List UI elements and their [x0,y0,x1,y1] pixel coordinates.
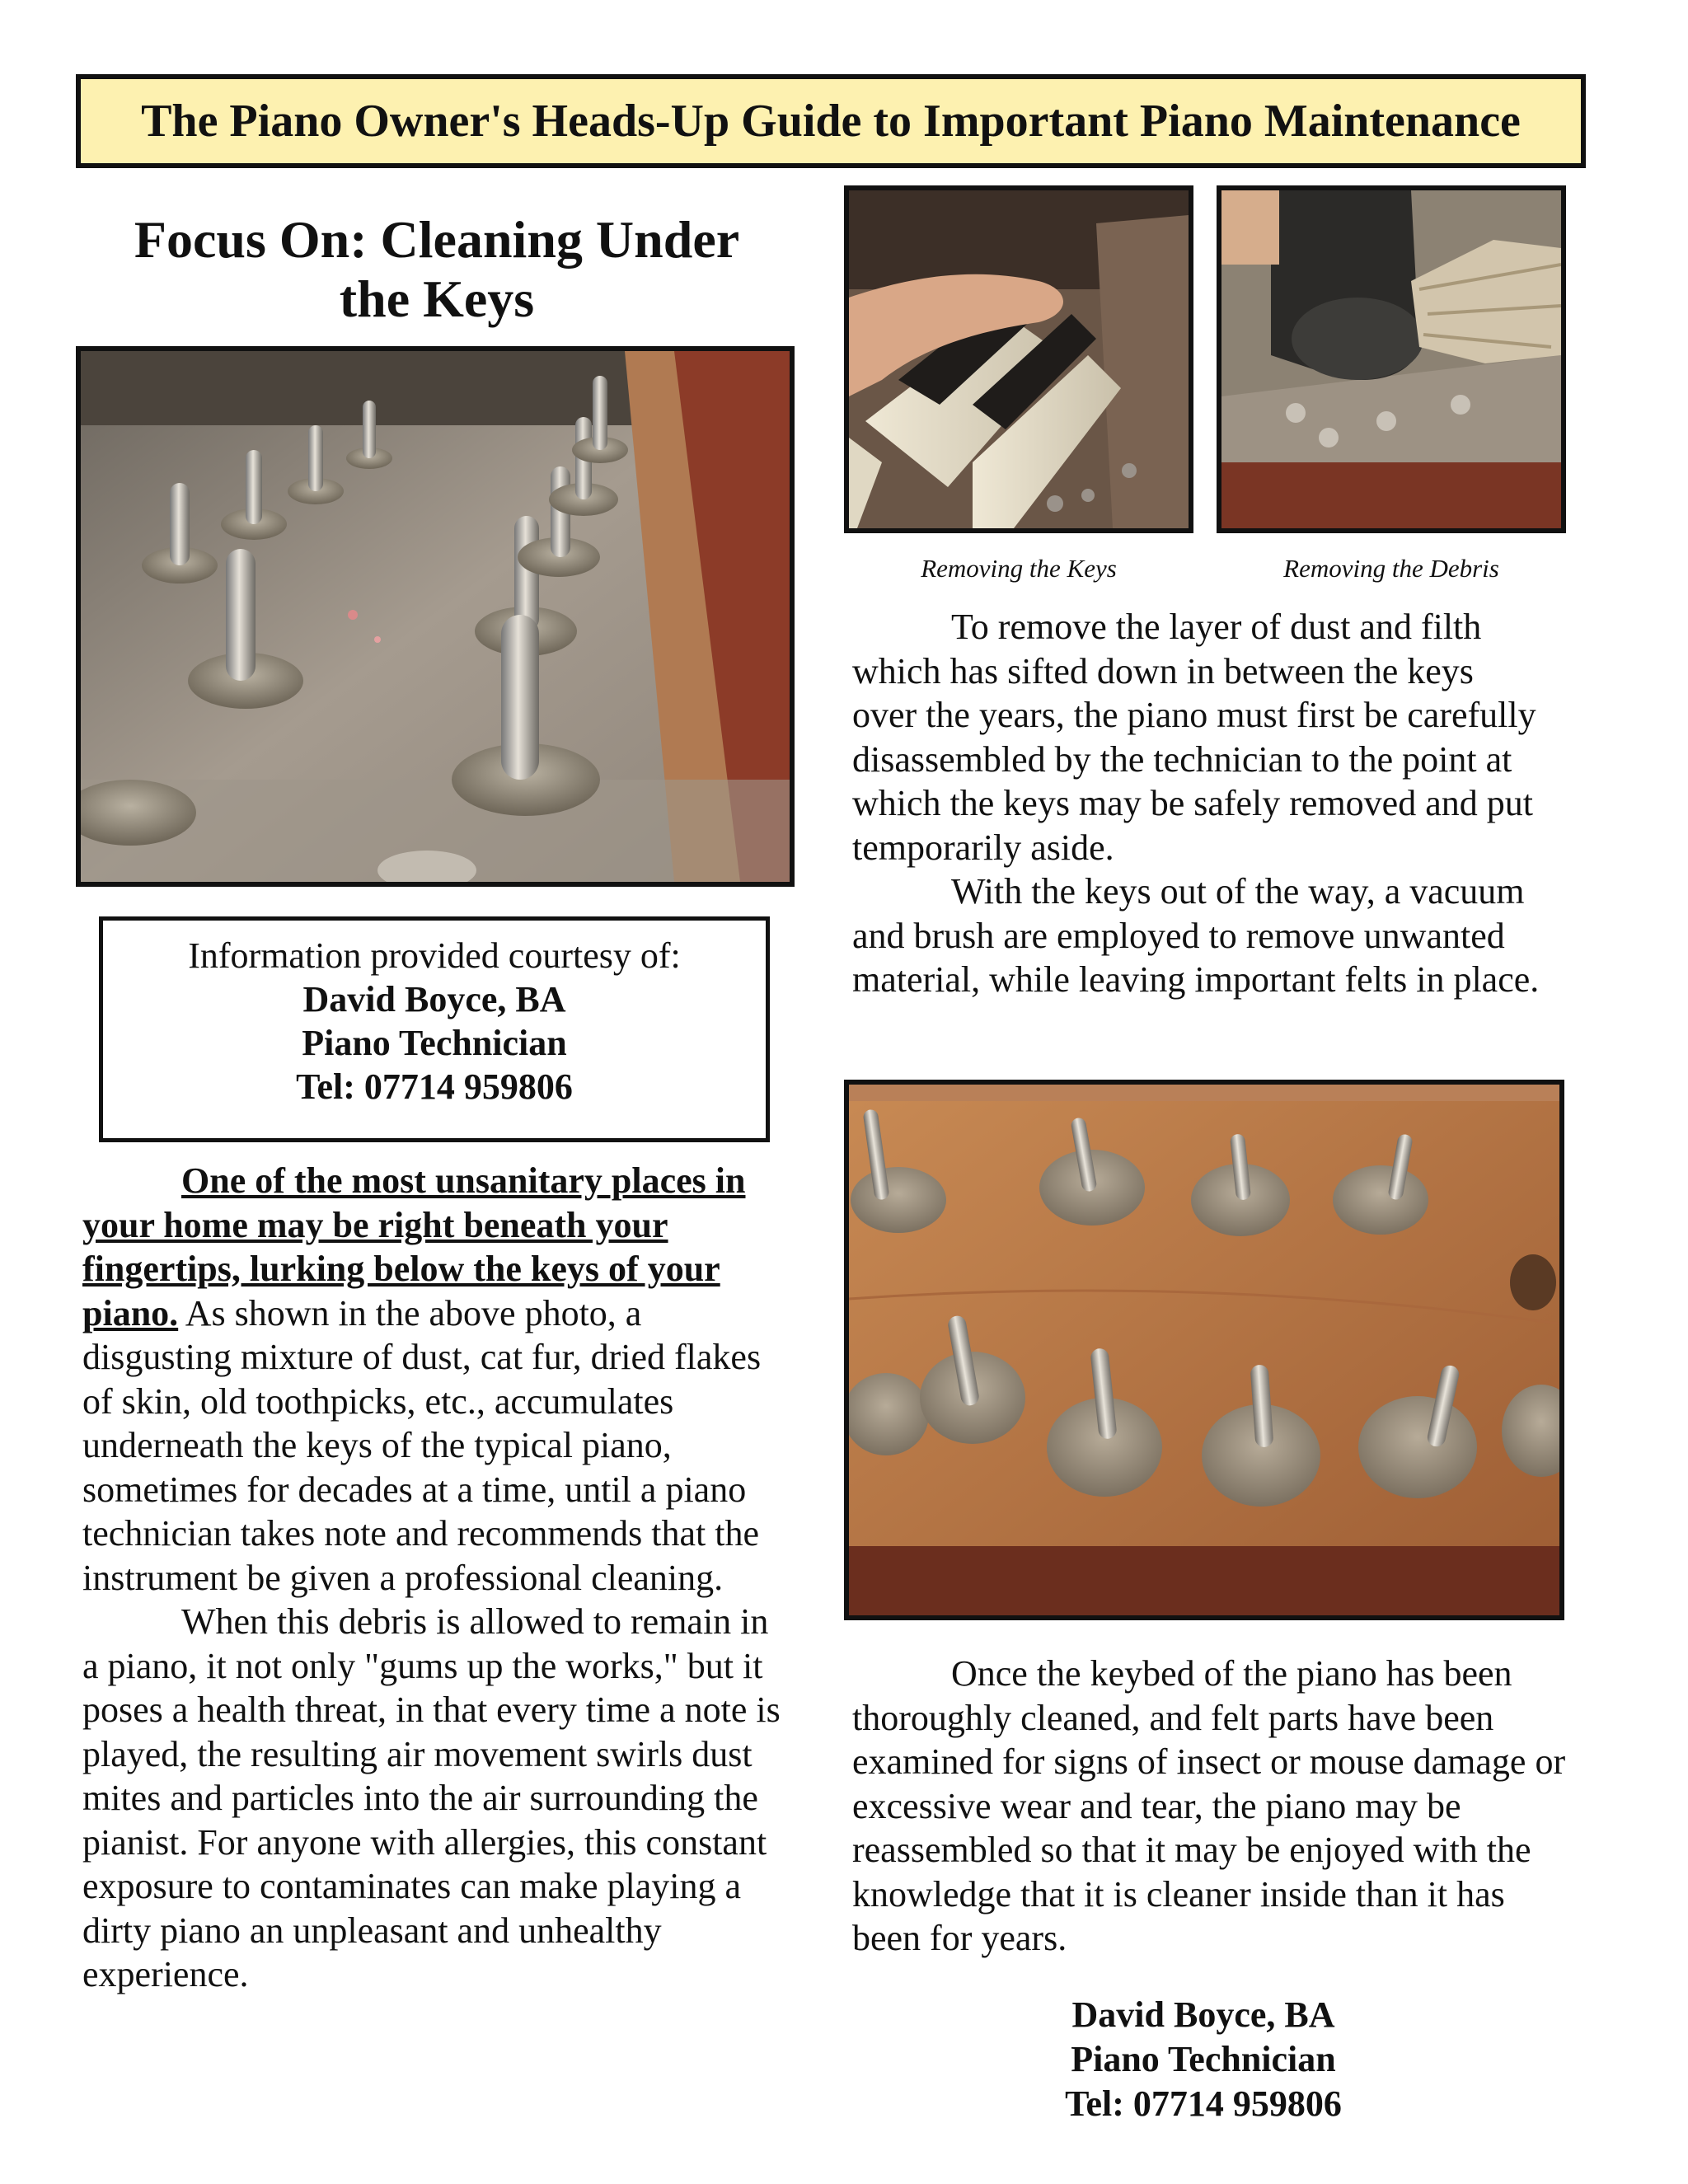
signature-name: David Boyce, BA [1071,1994,1335,2035]
article-paragraph-1 [82,1159,783,1600]
article-right-column-top [852,605,1545,1002]
section-title-line-2: the Keys [339,269,535,328]
signature-role: Piano Technician [1071,2039,1336,2079]
article-paragraph-3: To remove the layer of dust and filth which has sifted down in between the keys over the years, the piano must first be carefully disassembled by the technician to the point at which the keys may be safely removed and put temporarily aside. [852,607,1536,868]
article-paragraph-1-rest: As shown in the above photo, a disgusting mixture of dust, cat fur, dried flakes of skin, old toothpicks, etc., accumulates underneath the keys of the typical piano, sometimes for decades at a time, until a piano technician takes note and recommends that the instrument be given a professional cleaning. [82,1292,762,1598]
signature-block [931,1993,1475,2126]
photo-cleaned-keybed [844,1080,1564,1620]
courtesy-intro: Information provided courtesy of: [188,935,681,976]
courtesy-box [99,916,770,1142]
header-banner [76,74,1586,168]
caption-removing-debris: Removing the Debris [1283,554,1499,583]
article-paragraph-5: Once the keybed of the piano has been thoroughly cleaned, and felt parts have been examined for signs of insect or mouse damage or excessive wear and tear, the piano may be reassembled so that it may be enjoyed with the knowledge that it is cleaner inside than it has been for years. [852,1653,1566,1958]
courtesy-phone: Tel: 07714 959806 [296,1066,573,1107]
courtesy-role: Piano Technician [302,1023,567,1063]
photo-removing-keys [844,185,1193,533]
article-left-column [82,1159,783,1997]
photo-dust-under-keys [76,346,795,887]
section-title [82,210,791,328]
article-paragraph-4: With the keys out of the way, a vacuum and brush are employed to remove unwanted material, while leaving important felts in place. [852,871,1540,1000]
article-lead: One of the most unsanitary places in your home may be right beneath your fingertips, lurking below the keys of your piano. [82,1160,746,1333]
article-right-column-bottom [852,1652,1569,1961]
caption-removing-keys: Removing the Keys [921,554,1117,583]
article-paragraph-2: When this debris is allowed to remain in a piano, it not only "gums up the works," but it poses a health threat, in that every time a note is played, the resulting air movement swirls dust mites and particles into the air surrounding the pianist. For anyone with allergies, this constant exposure to contaminates can make playing a dirty piano an unpleasant and unhealthy experience. [82,1601,781,1994]
courtesy-name: David Boyce, BA [302,979,566,1019]
page-title: The Piano Owner's Heads-Up Guide to Important Piano Maintenance [141,96,1521,147]
section-title-line-1: Focus On: Cleaning Under [134,210,740,269]
signature-phone: Tel: 07714 959806 [1065,2083,1342,2124]
photo-removing-debris [1217,185,1566,533]
